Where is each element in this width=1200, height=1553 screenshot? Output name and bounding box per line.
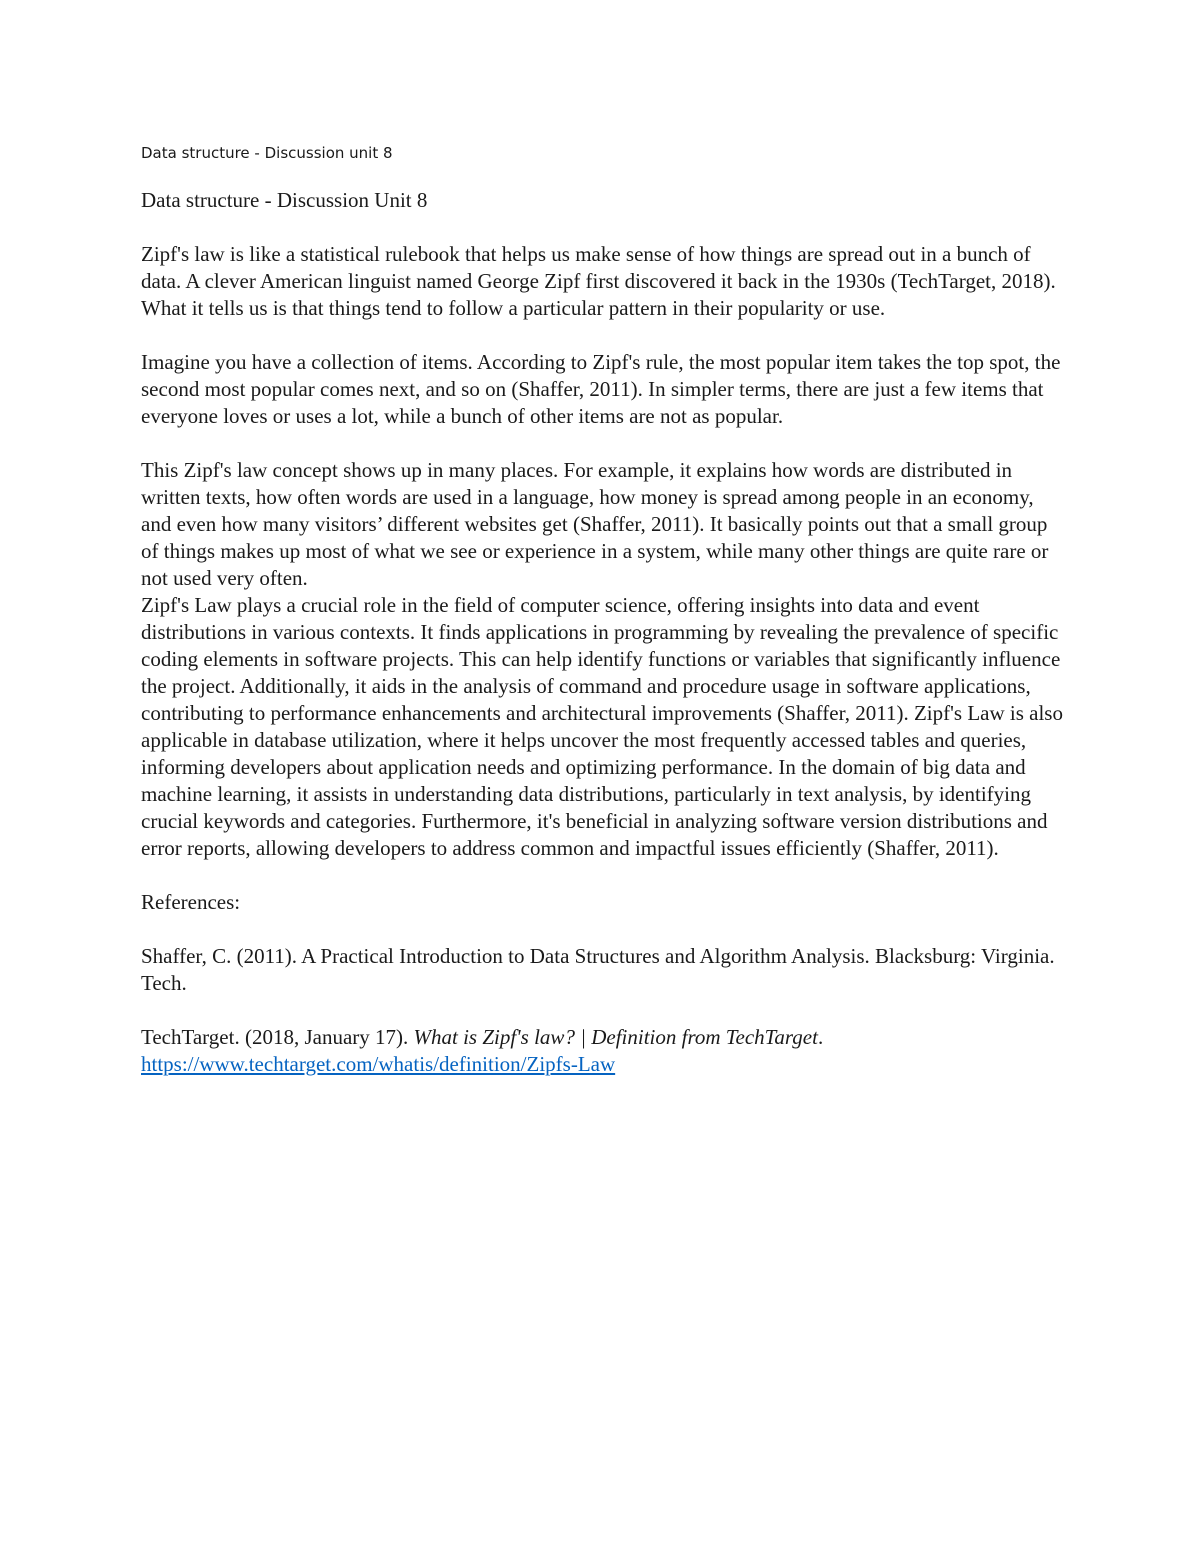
reference-techtarget-separator: . xyxy=(817,1025,824,1049)
paragraph-applications: This Zipf's law concept shows up in many places. For example, it explains how words are distributed in written texts, how often words are used in a language, how money is spread among people in an economy, and even how many visitors’ different websites get (Shaffer, 2011). It basically points out that a small group of things makes up most of what we see or experience in a system, while many other things are quite rare or not used very often. xyxy=(141,458,1049,590)
reference-techtarget-title: What is Zipf's law? | Definition from TechTarget xyxy=(413,1025,818,1049)
reference-shaffer: Shaffer, C. (2011). A Practical Introduction to Data Structures and Algorithm Analysis. Blacksburg: Virginia. Tech. xyxy=(141,944,1055,995)
paragraph-intro: Zipf's law is like a statistical rulebook that helps us make sense of how things are spread out in a bunch of data. A clever American linguist named George Zipf first discovered it back in the 1930s (TechTarget, 2018). What it tells us is that things tend to follow a particular pattern in their popularity or use. xyxy=(141,242,1056,320)
references-heading: References: xyxy=(141,890,241,914)
paragraph-example: Imagine you have a collection of items. According to Zipf's rule, the most popular item takes the top spot, the second most popular comes next, and so on (Shaffer, 2011). In simpler terms, there are just a few items that everyone loves or uses a lot, while a bunch of other items are not as popular. xyxy=(141,350,1061,428)
reference-techtarget xyxy=(141,1024,1066,1078)
page-header: Data structure - Discussion unit 8 xyxy=(141,144,393,162)
reference-techtarget-prefix: TechTarget. (2018, January 17). xyxy=(141,1025,414,1049)
document-body xyxy=(141,187,1066,1105)
document-title: Data structure - Discussion Unit 8 xyxy=(141,188,428,212)
paragraph-computer-science: Zipf's Law plays a crucial role in the field of computer science, offering insights into data and event distributions in various contexts. It finds applications in programming by revealing the prevalence of specific coding elements in software projects. This can help identify functions or variables that significantly influence the project. Additionally, it aids in the analysis of command and procedure usage in software applications, contributing to performance enhancements and architectural improvements (Shaffer, 2011). Zipf's Law is also applicable in database utilization, where it helps uncover the most frequently accessed tables and queries, informing developers about application needs and optimizing performance. In the domain of big data and machine learning, it assists in understanding data distributions, particularly in text analysis, by identifying crucial keywords and categories. Furthermore, it's beneficial in analyzing software version distributions and error reports, allowing developers to address common and impactful issues efficiently (Shaffer, 2011). xyxy=(141,593,1063,860)
reference-techtarget-link[interactable]: https://www.techtarget.com/whatis/definition/Zipfs-Law xyxy=(141,1052,616,1076)
